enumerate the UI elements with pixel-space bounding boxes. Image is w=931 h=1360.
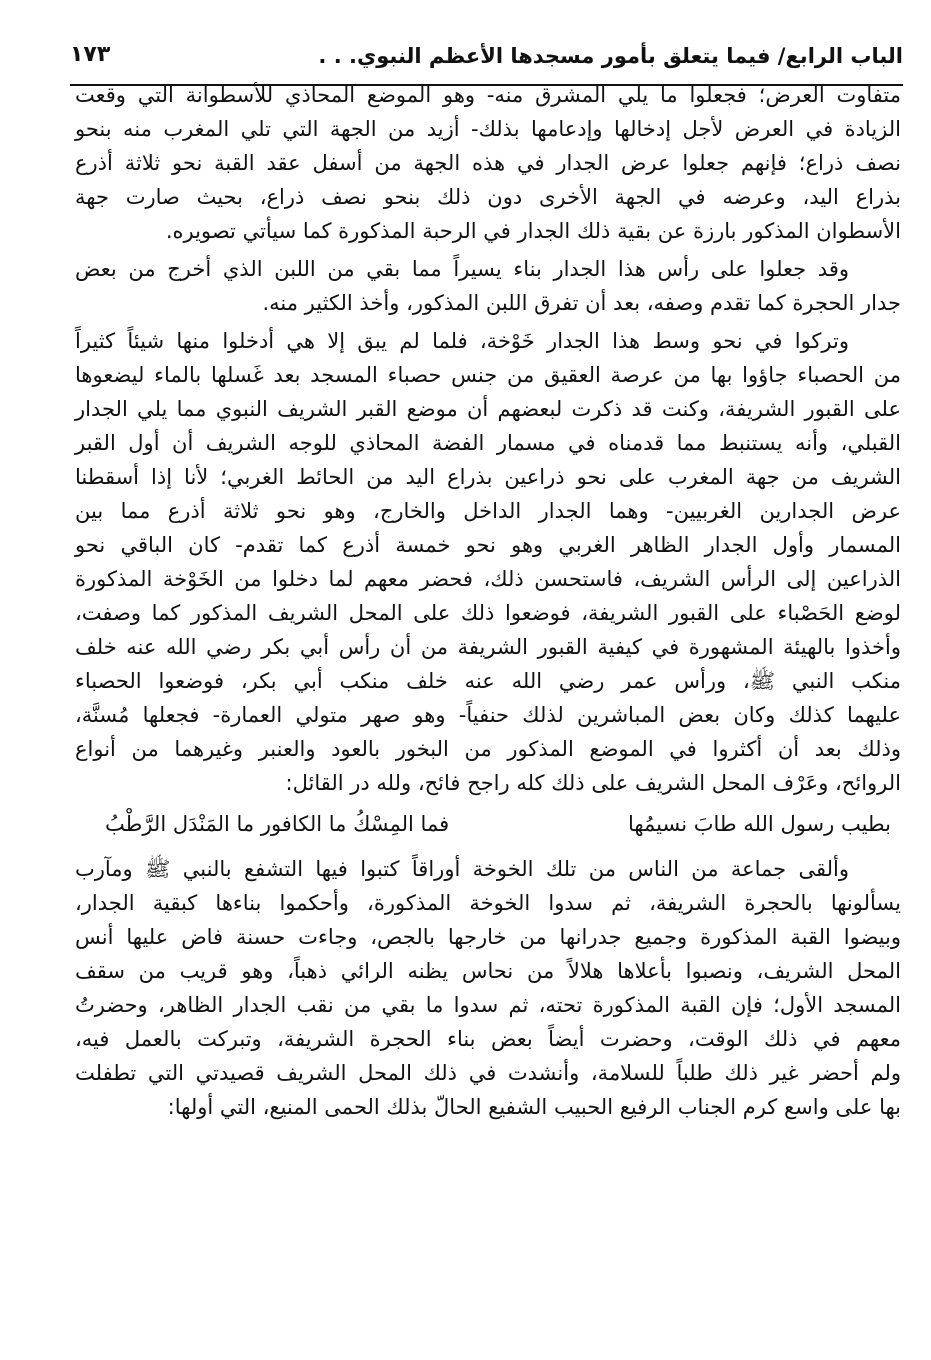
text-line: يسألونها بالحجرة الشريفة، ثم سدوا الخوخة المذكورة، وأحكموا بناءها كبقية الجدار، xyxy=(75,891,901,915)
text-line: لوضع الحَصْباء على القبور الشريفة، فوضعوا ذلك على المحل الشريف المذكور كما وصفت، xyxy=(75,601,901,625)
paragraph-3 xyxy=(75,324,901,800)
text-line: الروائح، وعَرْف المحل الشريف على ذلك كله راجح فائح، ولله در القائل: xyxy=(285,771,901,795)
text-line: المحل الشريف، ونصبوا بأعلاها هلالاً من نحاس يظنه الرائي ذهباً، وهو قريب من سقف xyxy=(75,959,901,983)
text-line: الأسطوان المذكور بارزة عن بقية ذلك الجدار في الرحبة المذكورة كما سيأتي تصويره. xyxy=(165,219,901,243)
text-line: عرض الجدارين الغربيين- وهما الجدار الداخل والخارج، وهو نحو ثلاثة أذرع مما بين xyxy=(75,499,901,523)
text-line: وذلك بعد أن أكثروا في الموضع المذكور من البخور بالعود والعنبر وغيرهما من أنواع xyxy=(75,737,901,761)
text-line: على القبور الشريفة، وكنت قد ذكرت لبعضهم أن موضع القبر الشريف النبوي مما يلي الجدار xyxy=(75,397,901,421)
text-line: من الحصباء جاؤوا بها من عرصة العقيق من جنس حصباء المسجد بعد غَسلها بالماء ليضعوها xyxy=(75,363,901,387)
page-number: ١٧٣ xyxy=(70,42,111,67)
paragraph-1 xyxy=(75,78,901,248)
text-line: وبيضوا القبة المذكورة وجميع جدرانها من خارجها بالجص، وجاءت حسنة فاض عليها أنس xyxy=(75,925,901,949)
chapter-title: الباب الرابع/ فيما يتعلق بأمور مسجدها الأعظم النبوي. . . xyxy=(318,44,903,68)
text-line: معهم في ذلك الوقت، وحضرت أيضاً بعض بناء الحجرة الشريفة، وتبركت بالعمل فيه، xyxy=(75,1027,901,1051)
text-line: ولم أحضر غير ذلك طلباً للسلامة، وأنشدت في ذلك المحل الشريف قصيدتي التي تطفلت xyxy=(75,1061,901,1085)
text-line: الزيادة في العرض لأجل إدخالها وإدعامها بذلك- أزيد من الجهة التي تلي المغرب منه بنحو xyxy=(75,117,901,141)
text-line: بذراع اليد، وعرضه في الجهة الأخرى دون ذلك بنحو نصف ذراع، بحيث صارت جهة xyxy=(75,185,901,209)
text-line: منكب النبي ﷺ، ورأس عمر رضي الله عنه خلف منكب أبي بكر، فوضعوا الحصباء xyxy=(75,669,901,693)
text-line: نصف ذراع؛ فإنهم جعلوا عرض الجدار في هذه الجهة من أسفل عقد القبة نحو ثلاثة أذرع xyxy=(75,151,901,175)
text-line: القبلي، وأنه يستنبط مما قدمناه في مسمار الفضة المحاذي للوجه الشريف أن أول القبر xyxy=(75,431,901,455)
verse-first-hemistich: بطيب رسول الله طابَ نسيمُها xyxy=(627,812,891,836)
text-line: المسجد الأول؛ فإن القبة المذكورة تحته، ثم سدوا ما بقي من نقب الجدار الظاهر، وحضرتُ xyxy=(75,993,901,1017)
text-line: عليهما كذلك وكان بعض المباشرين لذلك حنفياً- وهو صهر متولي العمارة- فجعلها مُسنَّة، xyxy=(75,703,901,727)
verse-second-hemistich: فما المِسْكُ ما الكافور ما المَنْدَل الرَّطْبُ xyxy=(105,812,450,836)
paragraph-4 xyxy=(75,852,901,1124)
text-line: جدار الحجرة كما تقدم وصفه، بعد أن تفرق اللبن المذكور، وأخذ الكثير منه. xyxy=(262,291,901,315)
text-line: وقد جعلوا على رأس هذا الجدار بناء يسيراً مما بقي من اللبن الذي أخرج من بعض xyxy=(75,257,849,281)
page-body xyxy=(75,78,901,1128)
text-line: الذراعين إلى الرأس الشريف، فاستحسن ذلك، فحضر معهم لما دخلوا من الخَوْخة المذكورة xyxy=(75,567,901,591)
poetry-verse xyxy=(75,804,901,844)
text-line: الشريف من جهة المغرب على نحو ذراعين بذراع اليد من الحائط الغربي؛ لأنا إذا أسقطنا xyxy=(75,465,901,489)
text-line: وتركوا في نحو وسط هذا الجدار خَوْخة، فلما لم يبق إلا هي أدخلوا منها شيئاً كثيراً xyxy=(75,329,849,353)
text-line: متفاوت العرض؛ فجعلوا ما يلي المشرق منه- وهو الموضع المحاذي للأسطوانة التي وقعت xyxy=(75,83,901,107)
text-line: وأخذوا بالهيئة المشهورة في كيفية القبور الشريفة من أن رأس أبي بكر رضي الله عنه خلف xyxy=(75,635,901,659)
paragraph-2 xyxy=(75,252,901,320)
text-line: بها على واسع كرم الجناب الرفيع الحبيب الشفيع الحالّ بذلك الحمى المنيع، التي أولها: xyxy=(167,1095,901,1119)
text-line: وألقى جماعة من الناس من تلك الخوخة أوراقاً كتبوا فيها التشفع بالنبي ﷺ ومآرب xyxy=(75,857,849,881)
text-line: المسمار وأول الجدار الظاهر الغربي وهو نحو خمسة أذرع كما تقدم- كان الباقي نحو xyxy=(75,533,901,557)
